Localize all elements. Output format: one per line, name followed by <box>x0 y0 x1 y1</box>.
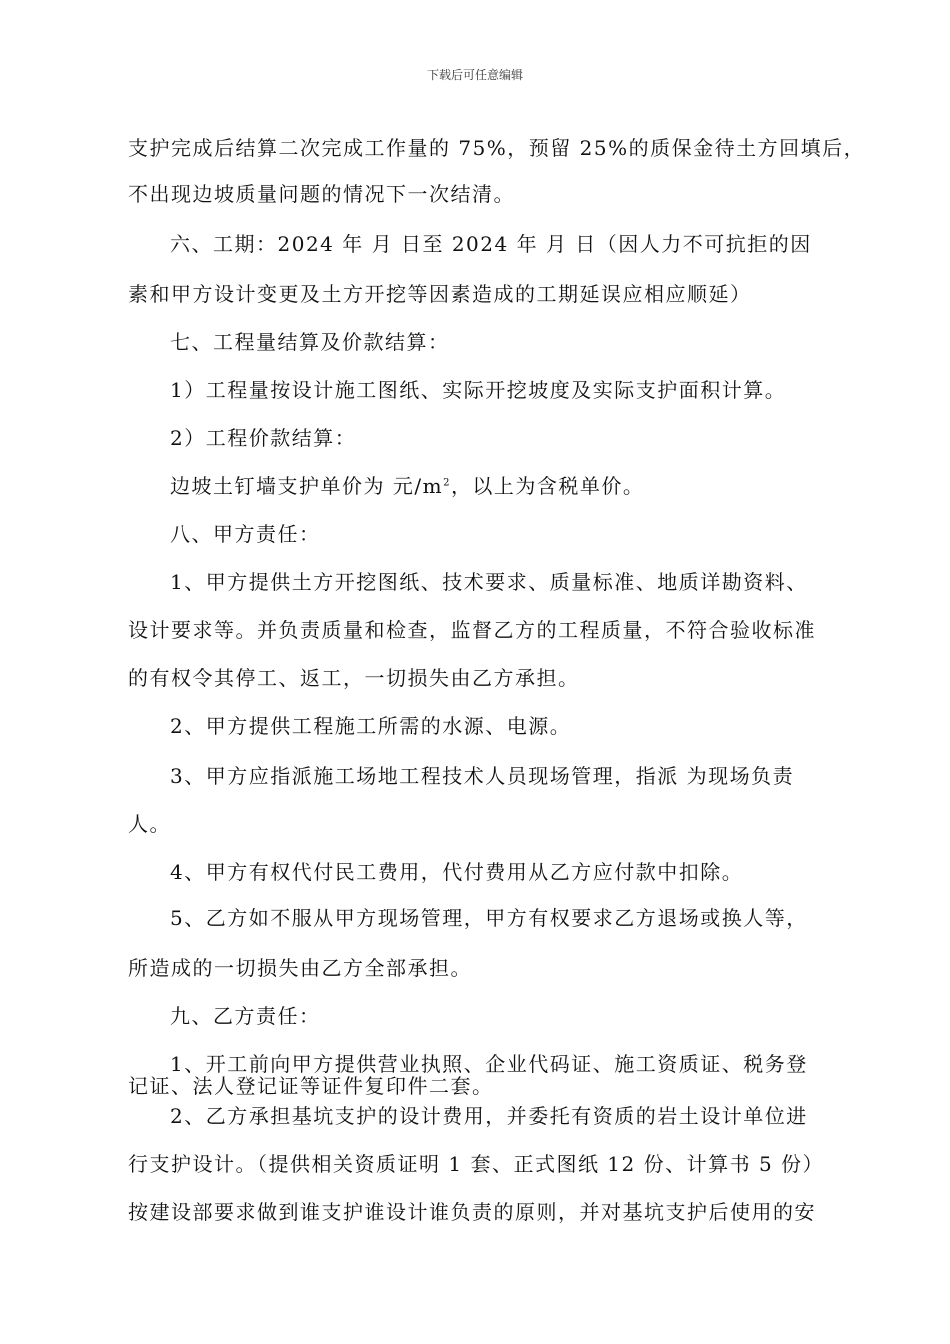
text-line: 2、甲方提供工程施工所需的水源、电源。 <box>170 714 572 738</box>
superscript-exponent: 2 <box>443 477 451 489</box>
text-line: 八、甲方责任： <box>170 522 321 546</box>
text-line: 不出现边坡质量问题的情况下一次结清。 <box>128 182 515 206</box>
text-line: 的有权令其停工、返工，一切损失由乙方承担。 <box>128 666 580 690</box>
text-line: 素和甲方设计变更及土方开挖等因素造成的工期延误应相应顺延） <box>128 282 752 306</box>
text-line: 九、乙方责任： <box>170 1004 321 1028</box>
text-line: 5、乙方如不服从甲方现场管理，甲方有权要求乙方退场或换人等， <box>170 906 808 930</box>
text-line: 3、甲方应指派施工场地工程技术人员现场管理，指派 为现场负责 <box>170 764 795 788</box>
text-line: 所造成的一切损失由乙方全部承担。 <box>128 956 472 980</box>
unit-price-suffix: ，以上为含税单价。 <box>450 474 645 498</box>
text-line <box>170 472 850 500</box>
text-line: 4、甲方有权代付民工费用，代付费用从乙方应付款中扣除。 <box>170 860 744 884</box>
text-line: 设计要求等。并负责质量和检查，监督乙方的工程质量，不符合验收标准 <box>128 618 816 642</box>
unit-price-text: 边坡土钉墙支护单价为 元/m <box>170 474 444 498</box>
text-line: 2）工程价款结算： <box>170 426 357 450</box>
text-line: 行支护设计。（提供相关资质证明 1 套、正式图纸 12 份、计算书 5 份） <box>128 1152 825 1176</box>
page-header: 下载后可任意编辑 <box>426 68 523 82</box>
text-line: 2、乙方承担基坑支护的设计费用，并委托有资质的岩土设计单位进 <box>170 1104 808 1128</box>
text-line: 支护完成后结算二次完成工作量的 75%，预留 25%的质保金待土方回填后， <box>128 136 866 160</box>
text-line: 1、甲方提供土方开挖图纸、技术要求、质量标准、地质详勘资料、 <box>170 570 808 594</box>
text-line: 1）工程量按设计施工图纸、实际开挖坡度及实际支护面积计算。 <box>170 378 787 402</box>
text-line: 六、工期：2024 年 月 日至 2024 年 月 日（因人力不可抗拒的因 <box>170 232 812 256</box>
text-line: 按建设部要求做到谁支护谁设计谁负责的原则，并对基坑支护后使用的安 <box>128 1200 816 1224</box>
text-line: 七、工程量结算及价款结算： <box>170 330 450 354</box>
text-line: 记证、法人登记证等证件复印件二套。 <box>128 1074 494 1098</box>
text-line: 1、开工前向甲方提供营业执照、企业代码证、施工资质证、税务登 <box>170 1052 808 1076</box>
text-line: 人。 <box>128 812 171 836</box>
